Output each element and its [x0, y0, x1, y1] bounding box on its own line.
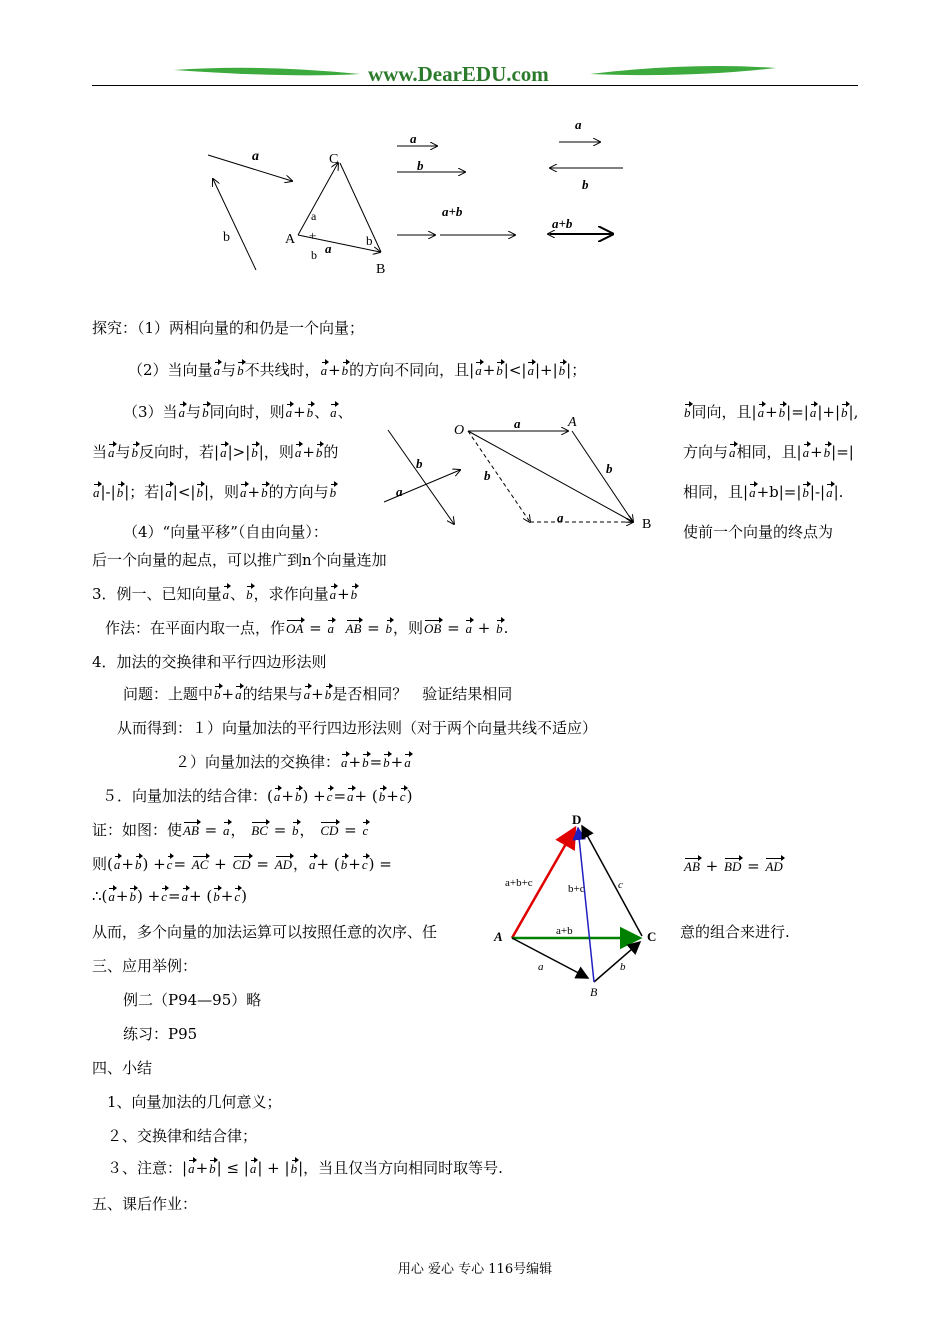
figure-parallelogram	[450, 410, 670, 535]
construction-method: 作法：在平面内取一点，作OA = a AB = b，则OB = a + b.	[105, 619, 509, 637]
label-tri-b2: b	[366, 233, 373, 248]
example-1: 3．例一、已知向量a、b，求作向量a+b	[92, 585, 358, 603]
label-B: B	[642, 517, 652, 532]
label-A: A	[285, 232, 296, 247]
label-a3: a	[575, 117, 582, 132]
conclusion-2: ２）向量加法的交换律：a+b=b+a	[175, 753, 411, 771]
summary-1: 1、向量加法的几何意义；	[107, 1093, 282, 1111]
multi-addition: 从而，多个向量的加法运算可以按照任意的次序、任	[92, 923, 438, 941]
label-b-right: b	[606, 461, 613, 476]
summary-3: ３、注意：|a+b| ≤ |a| + |b|，当且仅当方向相同时取等号.	[107, 1159, 503, 1177]
case-same-direction-right: b同向，且|a+b|=|a|+|b|,	[684, 403, 859, 421]
label-a-bottom: a	[557, 510, 564, 525]
label-a: a	[396, 484, 403, 499]
label-b: b	[416, 456, 423, 471]
label-apb2: a+b	[552, 216, 573, 231]
question: 问题：上题中b+a的结果与a+b是否相同？ 验证结果相同	[123, 685, 513, 703]
case-opposite-2: a|-|b|；若|a|<|b|，则a+b的方向与b	[93, 483, 337, 501]
figure-vector-addition	[195, 115, 635, 285]
label-B: B	[376, 262, 386, 277]
proof-then: 则(a+b) +c= AC + CD = AD，a+ (b+c) =	[92, 855, 392, 873]
vector-translation-cont: 后一个向量的起点，可以推广到n个向量连加	[92, 551, 387, 569]
label-B: B	[590, 985, 598, 999]
page-footer: 用心 爱心 专心 116号编辑	[397, 1262, 553, 1277]
figure-associative	[490, 808, 670, 1000]
label-tri-plus: +	[309, 228, 317, 243]
case-same-direction: （3）当a与b同向时，则a+b、a、	[123, 403, 353, 421]
multi-addition-right: 意的组合来进行.	[680, 923, 790, 941]
label-a2: a	[410, 131, 417, 146]
case-opposite: 当a与b反向时，若|a|>|b|，则a+b的	[92, 443, 339, 461]
label-D: D	[572, 812, 582, 827]
label-C: C	[647, 929, 657, 944]
practice: 练习：P95	[123, 1025, 198, 1043]
label-tri-a2: a	[325, 241, 332, 256]
vector-translation-right: 使前一个向量的终点为	[683, 523, 834, 541]
associative-law: ５．向量加法的结合律：(a+b) +c=a+ (b+c)	[102, 787, 413, 805]
label-a-top: a	[514, 416, 521, 431]
conclusion-1: 从而得到：１）向量加法的平行四边形法则（对于两个向量共线不适应）	[117, 719, 598, 737]
label-abc: a+b+c	[505, 877, 533, 889]
proof-setup: 证：如图：使AB = a， BC = b， CD = c	[92, 821, 369, 839]
proof-therefore: ∴(a+b) +c=a+ (b+c)	[92, 887, 247, 905]
law-title: 4．加法的交换律和平行四边形法则	[92, 653, 327, 671]
label-tri-b: b	[311, 248, 317, 262]
logo-text: www.DearEDU.com	[368, 62, 549, 86]
section-3: 三、应用举例：	[92, 957, 198, 975]
label-c: c	[618, 879, 623, 891]
label-b: b	[223, 230, 230, 245]
label-b-dashed: b	[484, 468, 491, 483]
summary-2: ２、交换律和结合律；	[107, 1127, 258, 1145]
section-4: 四、小结	[92, 1059, 153, 1077]
explore-2: （2）当向量a与b不共线时，a+b的方向不同向，且|a+b|<|a|+|b|；	[128, 361, 587, 379]
section-5: 五、课后作业：	[92, 1195, 198, 1213]
case-opposite-2-right: 相同，且|a+b|=|b|-|a|.	[683, 483, 844, 501]
header-rule	[92, 85, 858, 86]
label-A: A	[494, 929, 503, 944]
label-bc: b+c	[568, 883, 585, 895]
case-opposite-right: 方向与a相同，且|a+b|=|	[683, 443, 854, 461]
label-b: b	[620, 961, 626, 973]
label-b3: b	[582, 177, 589, 192]
label-ab: a+b	[556, 925, 573, 937]
label-a: a	[252, 149, 259, 164]
example-2: 例二（P94—95）略	[123, 991, 262, 1009]
proof-right: AB + BD = AD	[684, 857, 783, 875]
label-tri-a: a	[311, 209, 317, 223]
explore-1: 探究：（1）两相向量的和仍是一个向量；	[92, 319, 365, 337]
label-C: C	[329, 152, 339, 167]
label-b2: b	[417, 158, 424, 173]
label-apb1: a+b	[442, 204, 463, 219]
label-A: A	[568, 415, 577, 430]
label-O: O	[454, 423, 465, 438]
vector-translation: （4）“向量平移”（自由向量）：	[123, 523, 328, 541]
label-a: a	[538, 961, 544, 973]
